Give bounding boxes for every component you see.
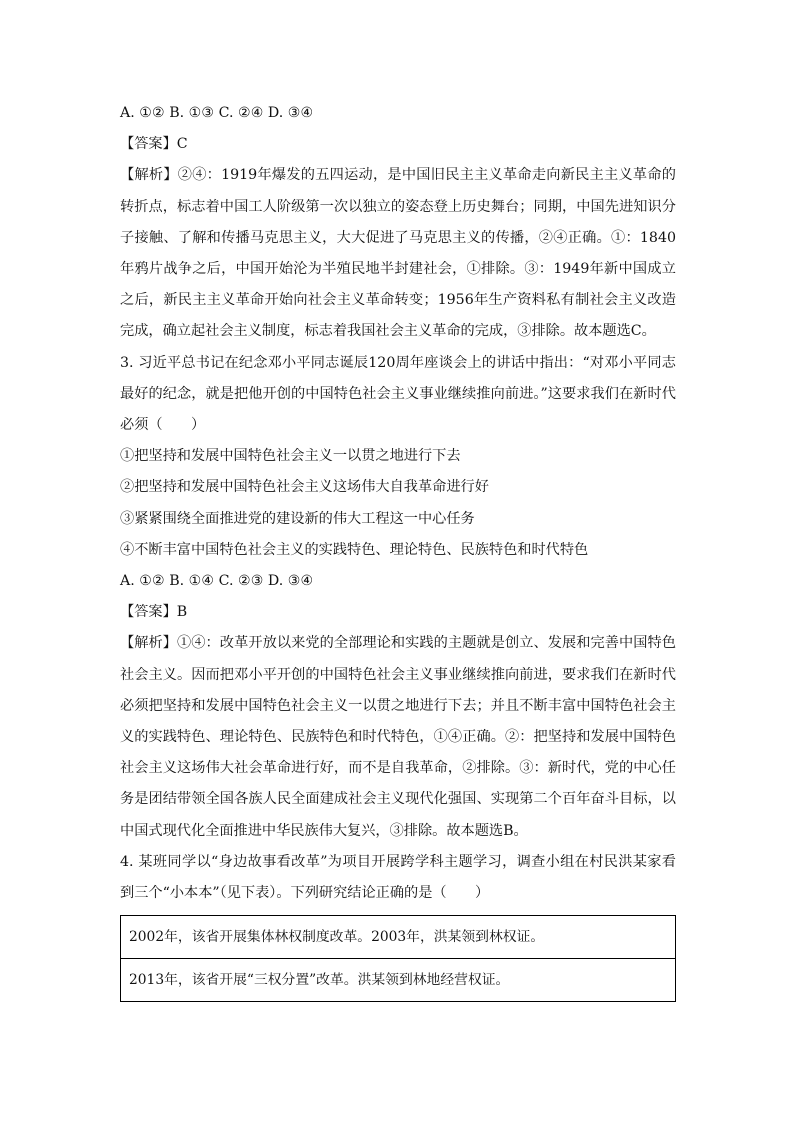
- table-cell: 2002年，该省开展集体林权制度改革。2003年，洪某领到林权证。: [121, 916, 676, 959]
- q3-stem: 3. 习近平总书记在纪念邓小平同志诞辰120周年座谈会上的讲话中指出：“对邓小平同志最好的纪念，就是把他开创的中国特色社会主义事业继续推向前进。”这要求我们在新时代必须（ ）: [120, 354, 676, 434]
- table-row: [121, 916, 676, 959]
- q2-answer: 【答案】C: [120, 136, 188, 153]
- q4-stem: 4. 某班同学以“身边故事看改革”为项目开展跨学科主题学习，调查小组在村民洪某家看到三个“小本本”（见下表）。下列研究结论正确的是（ ）: [120, 853, 676, 902]
- table-cell: 2013年，该省开展“三权分置”改革。洪某领到林地经营权证。: [121, 959, 676, 1002]
- q3-item-4: ④不断丰富中国特色社会主义的实践特色、理论特色、民族特色和时代特色: [120, 541, 589, 558]
- q3-analysis: 【解析】①④：改革开放以来党的全部理论和实践的主题就是创立、发展和完善中国特色社会主义。因而把邓小平开创的中国特色社会主义事业继续推向前进，要求我们在新时代必须把坚持和发展中国特色社会主义一以贯之地进行下去；并且不断丰富中国特色社会主义的实践特色、理论特色、民族特色和时代特色，①④正确。②：把坚持和发展中国特色社会主义这场伟大社会革命进行好，而不是自我革命，②排除。③：新时代，党的中心任务是团结带领全国各族人民全面建成社会主义现代化强国、实现第二个百年奋斗目标，以中国式现代化全面推进中华民族伟大复兴，③排除。故本题选B。: [120, 635, 676, 839]
- q2-analysis: 【解析】②④：1919年爆发的五四运动，是中国旧民主主义革命走向新民主主义革命的转折点，标志着中国工人阶级第一次以独立的姿态登上历史舞台；同期，中国先进知识分子接触、了解和传播马克思主义，大大促进了马克思主义的传播，②④正确。①：1840年鸦片战争之后，中国开始沦为半殖民地半封建社会，①排除。③：1949年新中国成立之后，新民主主义革命开始向社会主义革命转变；1956年生产资料私有制社会主义改造完成，确立起社会主义制度，标志着我国社会主义革命的完成，③排除。故本题选C。: [120, 167, 676, 340]
- table-row: [121, 959, 676, 1002]
- document-page: [120, 98, 676, 1002]
- q4-table: [120, 915, 676, 1002]
- q2-options: A. ①② B. ①③ C. ②④ D. ③④: [120, 105, 314, 121]
- q3-item-2: ②把坚持和发展中国特色社会主义这场伟大自我革命进行好: [120, 479, 489, 496]
- q3-item-3: ③紧紧围绕全面推进党的建设新的伟大工程这一中心任务: [120, 510, 475, 527]
- q3-answer: 【答案】B: [120, 604, 188, 621]
- q3-options: A. ①② B. ①④ C. ②③ D. ③④: [120, 573, 314, 590]
- q3-item-1: ①把坚持和发展中国特色社会主义一以贯之地进行下去: [120, 448, 461, 465]
